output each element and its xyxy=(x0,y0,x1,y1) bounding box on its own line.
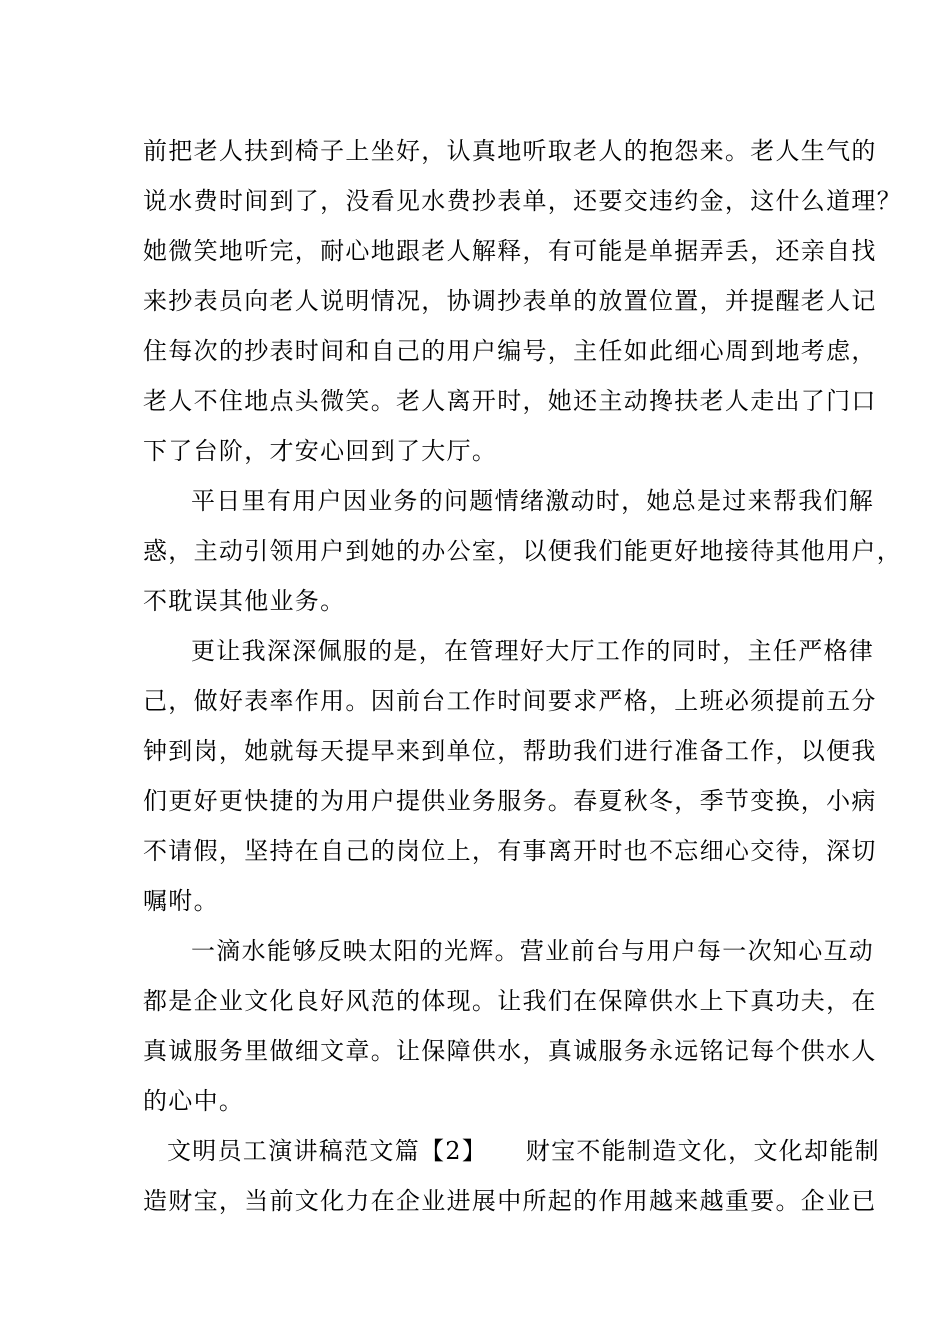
text-line: 的心中。 xyxy=(143,1087,245,1115)
text-line: 们更好更快捷的为用户提供业务服务。春夏秋冬，季节变换，小病 xyxy=(143,787,877,815)
text-line: 造财宝，当前文化力在企业进展中所起的作用越来越重要。企业已 xyxy=(143,1187,877,1215)
text-line: 不耽误其他业务。 xyxy=(143,587,346,615)
text-line: 嘱咐。 xyxy=(143,887,219,915)
text-line: 老人不住地点头微笑。老人离开时，她还主动搀扶老人走出了门口 xyxy=(143,387,877,415)
paragraph-first-line: 平日里有用户因业务的问题情绪激动时，她总是过来帮我们解 xyxy=(191,487,875,515)
paragraph-first-line: 更让我深深佩服的是，在管理好大厅工作的同时，主任严格律 xyxy=(191,637,875,665)
text-line: 钟到岗，她就每天提早来到单位，帮助我们进行准备工作，以便我 xyxy=(143,737,877,765)
text-line: 她微笑地听完，耐心地跟老人解释，有可能是单据弄丢，还亲自找 xyxy=(143,237,877,265)
text-line: 己，做好表率作用。因前台工作时间要求严格，上班必须提前五分 xyxy=(143,687,877,715)
text-line: 前把老人扶到椅子上坐好，认真地听取老人的抱怨来。老人生气的 xyxy=(143,137,877,165)
text-line: 都是企业文化良好风范的体现。让我们在保障供水上下真功夫，在 xyxy=(143,987,877,1015)
text-line: 真诚服务里做细文章。让保障供水，真诚服务永远铭记每个供水人 xyxy=(143,1037,877,1065)
text-line: 惑，主动引领用户到她的办公室，以便我们能更好地接待其他用户， xyxy=(143,537,902,565)
section-heading-line: 文明员工演讲稿范文篇【2】 财宝不能制造文化，文化却能制 xyxy=(167,1137,880,1165)
text-line: 下了台阶，才安心回到了大厅。 xyxy=(143,437,498,465)
text-line: 来抄表员向老人说明情况，协调抄表单的放置位置，并提醒老人记 xyxy=(143,287,877,315)
text-line: 说水费时间到了，没看见水费抄表单，还要交违约金，这什么道理？ xyxy=(143,187,902,215)
text-line: 住每次的抄表时间和自己的用户编号，主任如此细心周到地考虑， xyxy=(143,337,877,365)
text-line: 不请假，坚持在自己的岗位上，有事离开时也不忘细心交待，深切 xyxy=(143,837,877,865)
paragraph-first-line: 一滴水能够反映太阳的光辉。营业前台与用户每一次知心互动 xyxy=(191,937,875,965)
